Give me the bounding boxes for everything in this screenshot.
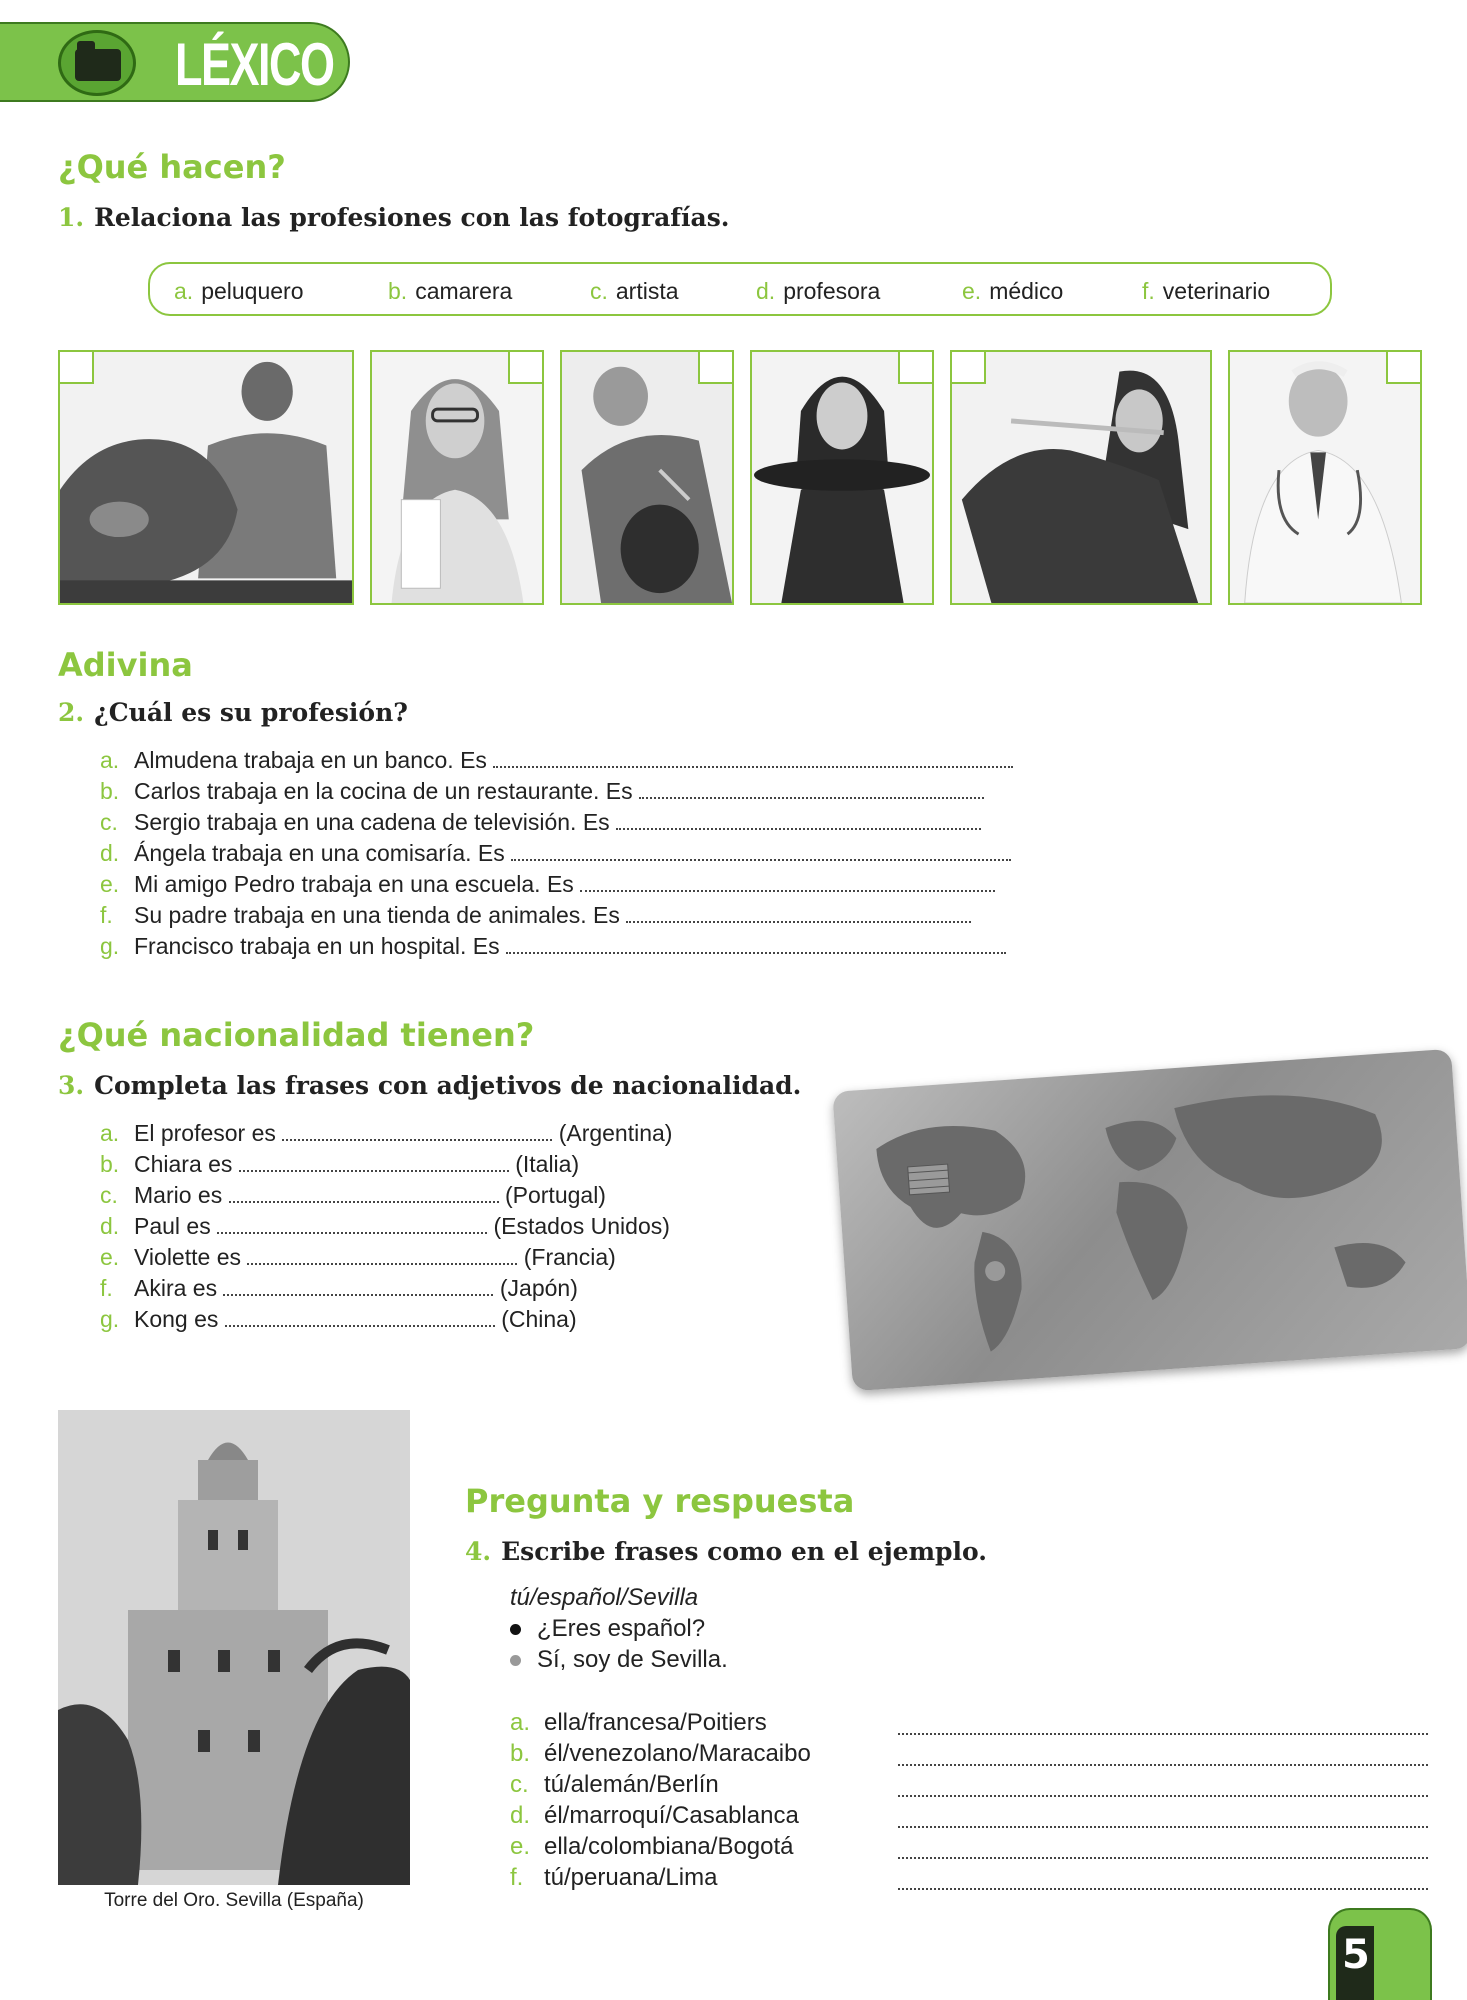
word-bank-item: a. peluquero [174,278,304,304]
answer-blank[interactable] [898,1746,1428,1766]
answer-blank[interactable] [229,1183,499,1203]
list-item: f. Su padre trabaja en una tienda de animales. Es [100,900,1090,931]
word-bank-item: c. artista [590,278,679,304]
answer-blank[interactable] [898,1777,1428,1797]
list-item: g. Francisco trabaja en un hospital. Es [100,931,1090,962]
answer-blank[interactable] [898,1715,1428,1735]
example-question: ¿Eres español? [510,1613,728,1644]
list-item: a. ella/francesa/Poitiers [510,1707,811,1738]
answer-blank[interactable] [223,1276,493,1296]
exercise-number: 3. [58,1071,85,1100]
exercise-instruction: Escribe frases como en el ejemplo. [501,1537,987,1566]
list-item: d. Ángela trabaja en una comisaría. Es [100,838,1090,869]
exercise-number: 1. [58,203,85,232]
answer-blank[interactable] [626,903,971,923]
photo-waitress [750,350,934,605]
list-item: c. Sergio trabaja en una cadena de televisión. Es [100,807,1090,838]
answer-blank[interactable] [225,1307,495,1327]
answer-blank[interactable] [282,1121,552,1141]
answer-blank[interactable] [639,779,984,799]
answer-box[interactable] [898,350,934,384]
exercise-2-title [58,698,408,727]
nationality-list [100,1118,672,1335]
photo-artist [950,350,1212,605]
list-item: f. tú/peruana/Lima [510,1862,811,1893]
word-bank-item: f. veterinario [1142,278,1271,304]
answer-blank[interactable] [898,1839,1428,1859]
list-item: c. Mario es (Portugal) [100,1182,606,1208]
photo-doctor [1228,350,1422,605]
section-heading-nacionalidad: ¿Qué nacionalidad tienen? [58,1016,535,1054]
answer-blank[interactable] [898,1808,1428,1828]
section-heading-pregunta-respuesta: Pregunta y respuesta [465,1482,855,1520]
page-number: 5 [1342,1932,1370,1978]
word-bank [148,262,1332,316]
photo-hairdresser [560,350,734,605]
photo-veterinarian [58,350,354,605]
torre-del-oro-photo [58,1410,410,1885]
black-bullet-icon [510,1624,521,1635]
exercise-1-title [58,203,730,232]
list-item: b. él/venezolano/Maracaibo [510,1738,811,1769]
list-item: a. El profesor es (Argentina) [100,1120,673,1146]
photo-teacher [370,350,544,605]
exercise-number: 4. [465,1537,492,1566]
list-item: c. tú/alemán/Berlín [510,1769,811,1800]
answer-blank[interactable] [239,1152,509,1172]
tower-caption: Torre del Oro. Sevilla (España) [104,1890,364,1911]
list-item: e. Mi amigo Pedro trabaja en una escuela. Es [100,869,1090,900]
page-number-tab [1328,1908,1432,2000]
answer-blank[interactable] [616,810,981,830]
list-item: g. Kong es (China) [100,1306,577,1332]
answer-box[interactable] [950,350,986,384]
section-heading-adivina: Adivina [58,646,193,684]
example-answer: Sí, soy de Sevilla. [510,1644,728,1675]
answer-blank[interactable] [217,1214,487,1234]
answer-box[interactable] [58,350,94,384]
word-bank-item: d. profesora [756,278,881,304]
exercise-4-title [465,1537,987,1566]
list-item: b. Chiara es (Italia) [100,1151,580,1177]
answer-blank[interactable] [493,748,1013,768]
answer-blank[interactable] [580,872,995,892]
exercise-instruction: Relaciona las profesiones con las fotografías. [94,203,730,232]
exercise-instruction: Completa las frases con adjetivos de nacionalidad. [94,1071,802,1100]
answer-blank[interactable] [511,841,1011,861]
exercise-number: 2. [58,698,85,727]
word-bank-item: e. médico [962,278,1064,304]
answer-blank[interactable] [898,1870,1428,1890]
list-item: b. Carlos trabaja en la cocina de un restaurante. Es [100,776,1090,807]
example-block [510,1582,728,1675]
exercise-instruction: ¿Cuál es su profesión? [94,698,408,727]
answer-blank[interactable] [247,1245,517,1265]
profession-list [100,745,1090,962]
folder-icon [58,30,136,96]
banner-title: LÉXICO [175,31,334,98]
list-item: e. ella/colombiana/Bogotá [510,1831,811,1862]
word-bank-item: b. camarera [388,278,513,304]
exercise-3-title [58,1071,801,1100]
answer-box[interactable] [508,350,544,384]
grey-bullet-icon [510,1655,521,1666]
list-item: d. Paul es (Estados Unidos) [100,1213,670,1239]
list-item: d. él/marroquí/Casablanca [510,1800,811,1831]
list-item: f. Akira es (Japón) [100,1275,578,1301]
world-map-image [832,1049,1467,1392]
answer-box[interactable] [1386,350,1422,384]
list-item: a. Almudena trabaja en un banco. Es [100,745,1090,776]
list-item: e. Violette es (Francia) [100,1244,616,1270]
example-prompt: tú/español/Sevilla [510,1584,699,1611]
section-heading-que-hacen: ¿Qué hacen? [58,148,286,186]
answer-box[interactable] [698,350,734,384]
question-answer-list [510,1707,811,1893]
answer-blank[interactable] [506,934,1006,954]
